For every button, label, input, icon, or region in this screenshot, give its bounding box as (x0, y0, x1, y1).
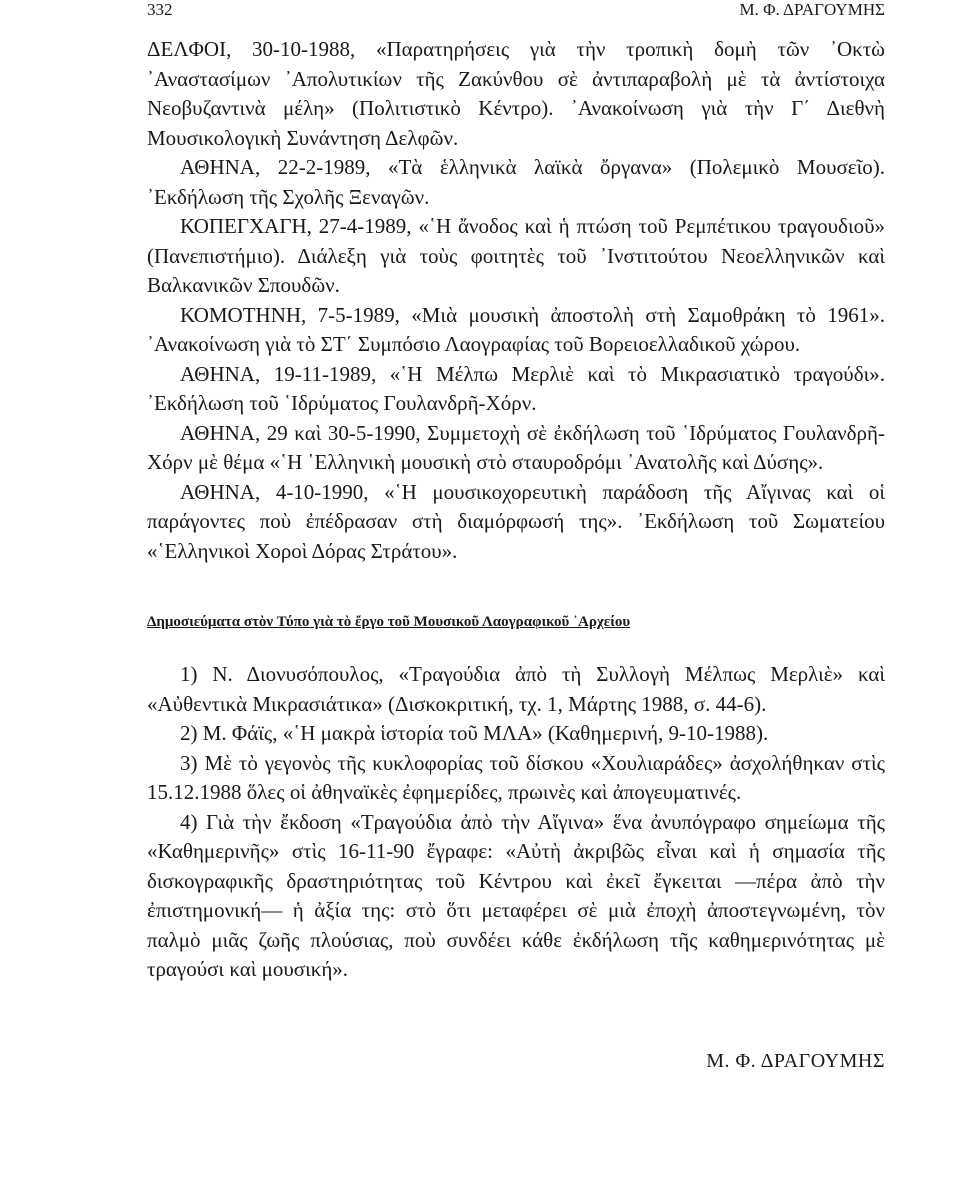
event-entry: ΚΟΠΕΓΧΑΓΗ, 27-4-1989, «῾Η ἄνοδος καὶ ἡ πτώση τοῦ Ρεμπέτικου τραγουδιοῦ» (Πανεπιστήμιο). Διάλεξη γιὰ τοὺς φοιτητὲς τοῦ ᾿Ινστιτούτου Νεοελληνικῶν καὶ Βαλκανικῶν Σπουδῶν. (147, 214, 885, 297)
header-author: Μ. Φ. ΔΡΑΓΟΥΜΗΣ (739, 0, 885, 19)
event-entry: ΑΘΗΝΑ, 19-11-1989, «῾Η Μέλπω Μερλιὲ καὶ τὸ Μικρασιατικὸ τραγούδι». ᾿Εκδήλωση τοῦ ῾Ιδρύματος Γουλανδρῆ-Χόρν. (147, 361, 885, 415)
event-entry: ΑΘΗΝΑ, 29 καὶ 30-5-1990, Συμμετοχὴ σὲ ἐκδήλωση τοῦ ῾Ιδρύματος Γουλανδρῆ-Χόρν μὲ θέμα «῾Η ῾Ελληνικὴ μουσικὴ στὸ σταυροδρόμι ᾿Ανατολῆς καὶ Δύσης». (147, 420, 885, 474)
event-entry: ΑΘΗΝΑ, 4-10-1990, «῾Η μουσικοχορευτικὴ παράδοση τῆς Αἴγινας καὶ οἱ παράγοντες ποὺ ἐπέδρασαν στὴ διαμόρφωσή της». ᾿Εκδήλωση τοῦ Σωματείου «῾Ελληνικοὶ Χοροὶ Δόρας Στράτου». (147, 479, 885, 563)
event-entry: ΚΟΜΟΤΗΝΗ, 7-5-1989, «Μιὰ μουσικὴ ἀποστολὴ στὴ Σαμοθράκη τὸ 1961». ᾿Ανακοίνωση γιὰ τὸ ΣΤ΄ Συμπόσιο Λαογραφίας τοῦ Βορειοελλαδικοῦ χώρου. (147, 302, 885, 356)
publication-entry: 1) Ν. Διονυσόπουλος, «Τραγούδια ἀπὸ τὴ Συλλογὴ Μέλπως Μερλιὲ» καὶ «Αὐθεντικὰ Μικρασιάτικα» (Δισκοκριτική, τχ. 1, Μάρτης 1988, σ. 44-6). (147, 662, 885, 716)
publication-entry: 2) Μ. Φάϊς, «῾Η μακρὰ ἱστορία τοῦ ΜΛΑ» (Καθημερινή, 9-10-1988). (180, 721, 769, 745)
running-header (147, 0, 885, 20)
event-entry: ΑΘΗΝΑ, 22-2-1989, «Τὰ ἑλληνικὰ λαϊκὰ ὄργανα» (Πολεμικὸ Μουσεῖο). ᾿Εκδήλωση τῆς Σχολῆς Ξεναγῶν. (147, 155, 885, 209)
publication-entry: 3) Μὲ τὸ γεγονὸς τῆς κυκλοφορίας τοῦ δίσκου «Χουλιαράδες» ἀσχολήθηκαν στὶς 15.12.1988 ὅλες οἱ ἀθηναϊκὲς ἐφημερίδες, πρωινὲς καὶ ἀπογευματινές. (147, 750, 885, 804)
publications-list (147, 660, 885, 985)
publication-entry: 4) Γιὰ τὴν ἔκδοση «Τραγούδια ἀπὸ τὴν Αἴγινα» ἕνα ἀνυπόγραφο σημείωμα τῆς «Καθημερινῆς» στὶς 16-11-90 ἔγραφε: «Αὐτὴ ἀκριβῶς εἶναι καὶ ἡ σημασία τῆς δισκογραφικῆς δραστηριότητας τοῦ Κέντρου καὶ ἐκεῖ ἔγκειται —πέρα ἀπὸ τὴν ἐπιστημονική— ἡ ἀξία της: στὸ ὅτι μεταφέρει σὲ μιὰ ἐποχὴ ἀποστεγνωμένη, τὸν παλμὸ μιᾶς ζωῆς πλούσιας, ποὺ συνδέει κάθε ἐκδήλωση τῆς καθημερινότητας μὲ τραγούσι καὶ μουσική». (147, 809, 885, 981)
section-heading: Δημοσιεύματα στὸν Τύπο γιὰ τὸ ἔργο τοῦ Μουσικοῦ Λαογραφικοῦ ᾿Αρχείου (147, 614, 631, 630)
event-entry: ΔΕΛΦΟΙ, 30-10-1988, «Παρατηρήσεις γιὰ τὴν τροπικὴ δομὴ τῶν ᾿Οκτὼ ᾿Αναστασίμων ᾿Απολυτικίων τῆς Ζακύνθου σὲ ἀντιπαραβολὴ μὲ τὰ ἀντίστοιχα Νεοβυζαντινὰ μέλη» (Πολιτιστικὸ Κέντρο). ᾿Ανακοίνωση γιὰ τὴν Γ΄ Διεθνὴ Μουσικολογικὴ Συνάντηση Δελφῶν. (147, 37, 885, 150)
author-signature: Μ. Φ. ΔΡΑΓΟΥΜΗΣ (706, 1050, 885, 1072)
page-number: 332 (147, 0, 173, 19)
events-list (147, 35, 885, 566)
